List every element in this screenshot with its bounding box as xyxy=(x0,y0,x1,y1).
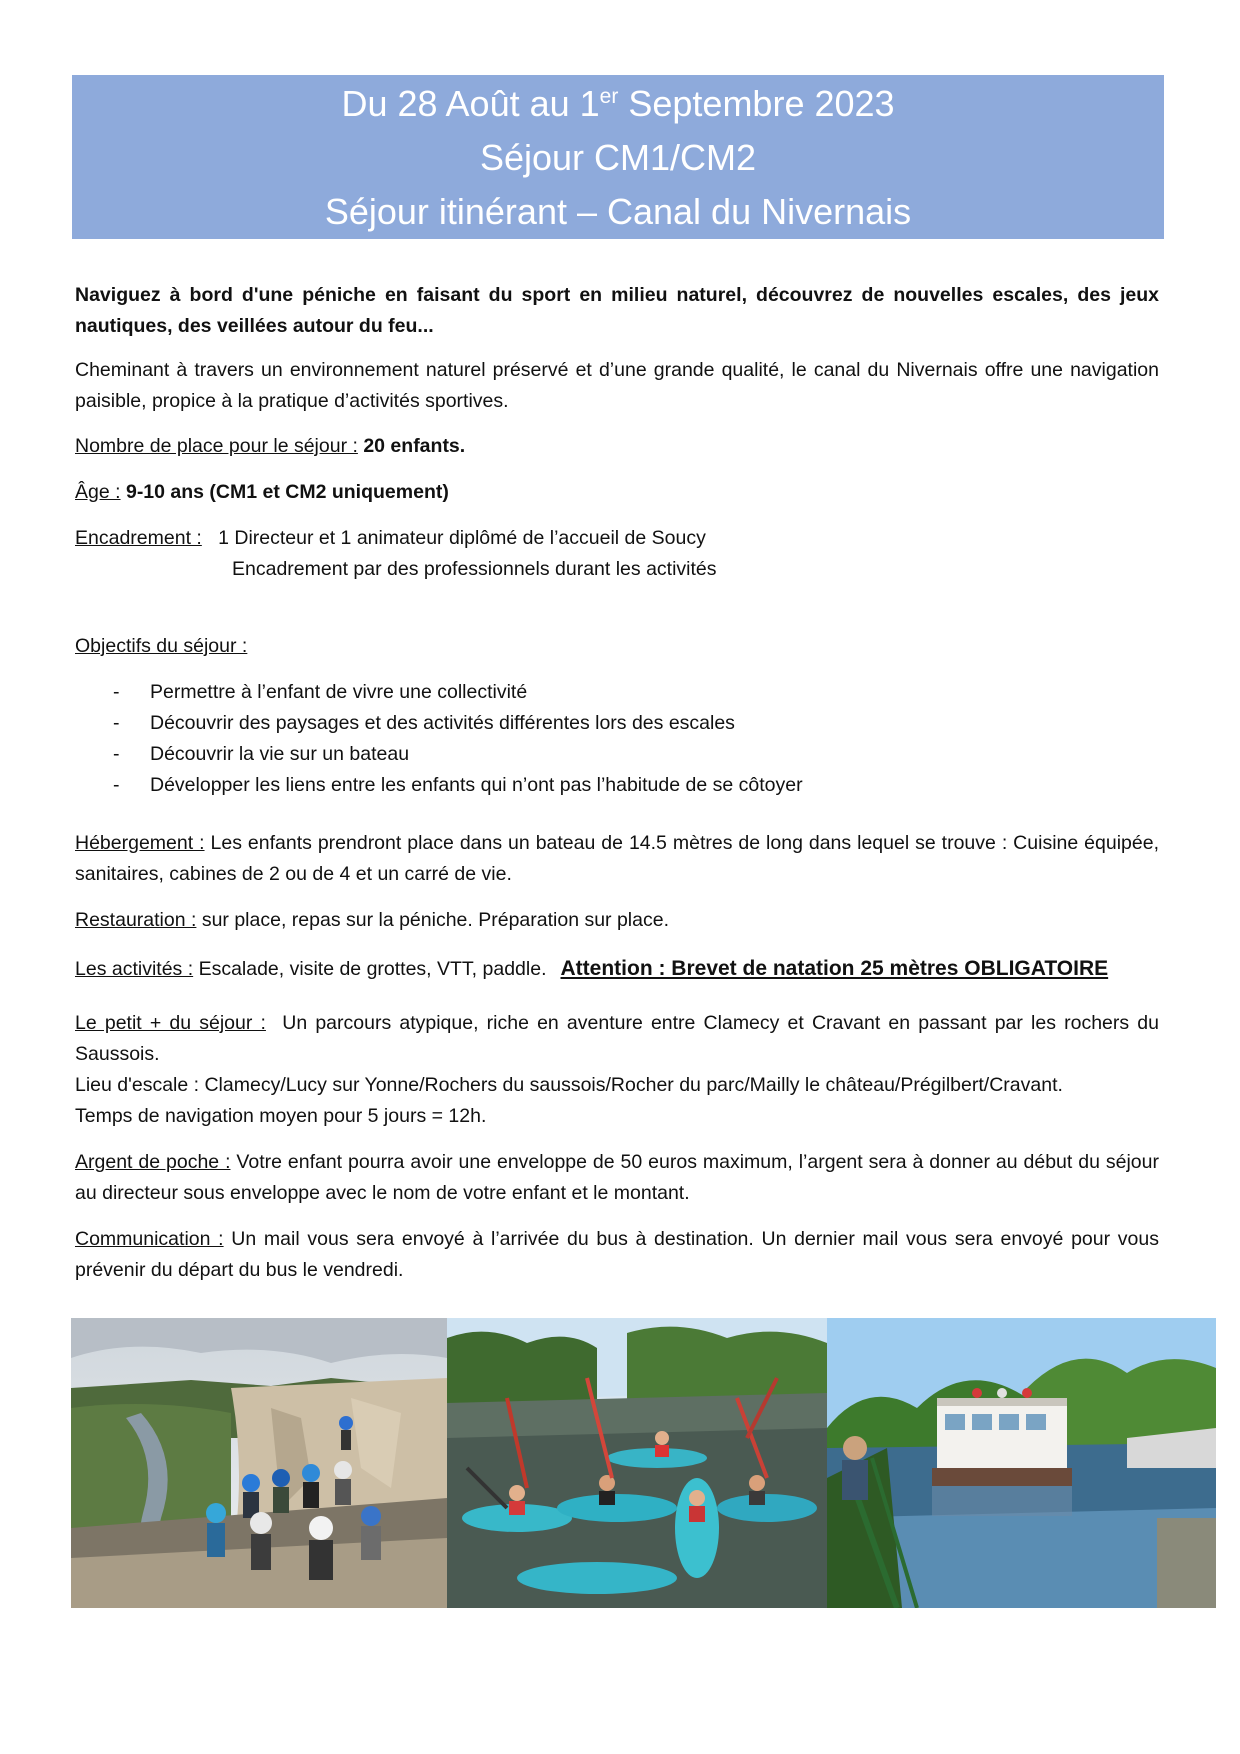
list-item: - Permettre à l’enfant de vivre une collectivité xyxy=(113,677,1159,708)
activites-text: Escalade, visite de grottes, VTT, paddle. xyxy=(198,958,547,980)
encadrement-label: Encadrement : xyxy=(75,527,202,549)
intro-text: Cheminant à travers un environnement naturel préservé et d’une grande qualité, le canal du Nivernais offre une navigation paisible, propice à la pratique d’activités sportives. xyxy=(75,359,1159,412)
petit-plus-label: Le petit + du séjour : xyxy=(75,1012,266,1034)
swimming-warning: Attention : Brevet de natation 25 mètres OBLIGATOIRE xyxy=(560,957,1109,980)
intro-bold: Naviguez à bord d'une péniche en faisant du sport en milieu naturel, découvrez de nouvelles escales, des jeux nautiques, des veillées autour du feu... xyxy=(75,284,1159,337)
list-item: - Découvrir la vie sur un bateau xyxy=(113,739,1159,770)
encadrement-line2: Encadrement par des professionnels durant les activités xyxy=(232,558,717,580)
list-item: - Découvrir des paysages et des activités différentes lors des escales xyxy=(113,708,1159,739)
stay-title: Séjour itinérant – Canal du Nivernais xyxy=(324,191,912,232)
places-label: Nombre de place pour le séjour : xyxy=(75,435,358,457)
navigation-time: Temps de navigation moyen pour 5 jours = 12h. xyxy=(75,1105,487,1127)
barge-photo xyxy=(827,1318,1216,1608)
petit-plus-text: Un parcours atypique, riche en aventure entre Clamecy et Cravant en passant par les rochers du Saussois. xyxy=(75,1012,1159,1065)
communication-label: Communication : xyxy=(75,1228,224,1250)
argent-label: Argent de poche : xyxy=(75,1151,231,1173)
stay-level: Séjour CM1/CM2 xyxy=(479,137,757,178)
petit-plus-paragraph xyxy=(75,1008,1159,1070)
restauration-line xyxy=(75,905,1159,936)
objectifs-label: Objectifs du séjour : xyxy=(75,635,248,657)
escales-text: Lieu d'escale : Clamecy/Lucy sur Yonne/Rochers du saussois/Rocher du parc/Mailly le château/Prégilbert/Cravant. xyxy=(75,1074,1063,1096)
activites-label: Les activités : xyxy=(75,958,194,980)
age-label: Âge : xyxy=(75,481,121,503)
communication-text: Un mail vous sera envoyé à l’arrivée du bus à destination. Un dernier mail vous sera envoyé pour vous prévenir du départ du bus le vendredi. xyxy=(75,1228,1159,1281)
age-line xyxy=(75,477,1159,508)
hebergement-paragraph xyxy=(75,828,1159,890)
hebergement-text: Les enfants prendront place dans un bateau de 14.5 mètres de long dans lequel se trouve : Cuisine équipée, sanitaires, cabines de 2 ou de 4 et un carré de vie. xyxy=(75,832,1159,885)
restauration-label: Restauration : xyxy=(75,909,197,931)
title-banner xyxy=(72,75,1164,239)
places-value: 20 enfants. xyxy=(363,435,466,457)
photo-strip xyxy=(71,1318,1216,1608)
restauration-text: sur place, repas sur la péniche. Préparation sur place. xyxy=(201,909,669,931)
places-line xyxy=(75,431,1159,462)
document-body xyxy=(75,280,1159,1286)
list-item: - Développer les liens entre les enfants qui n’ont pas l’habitude de se côtoyer xyxy=(113,770,1159,801)
hebergement-label: Hébergement : xyxy=(75,832,205,854)
activites-line xyxy=(75,953,1159,985)
paddle-photo xyxy=(447,1318,827,1608)
communication-paragraph xyxy=(75,1224,1159,1286)
encadrement-line xyxy=(75,523,1159,554)
climbing-photo xyxy=(71,1318,447,1608)
encadrement-line1: 1 Directeur et 1 animateur diplômé de l’accueil de Soucy xyxy=(218,527,706,549)
argent-paragraph xyxy=(75,1147,1159,1209)
date-line: Du 28 Août au 1er Septembre 2023 xyxy=(341,83,895,124)
age-value: 9-10 ans (CM1 et CM2 uniquement) xyxy=(125,481,449,503)
objectifs-list xyxy=(75,677,1159,801)
argent-text: Votre enfant pourra avoir une enveloppe de 50 euros maximum, l’argent sera à donner au début du séjour au directeur sous enveloppe avec le nom de votre enfant et le montant. xyxy=(75,1151,1159,1204)
